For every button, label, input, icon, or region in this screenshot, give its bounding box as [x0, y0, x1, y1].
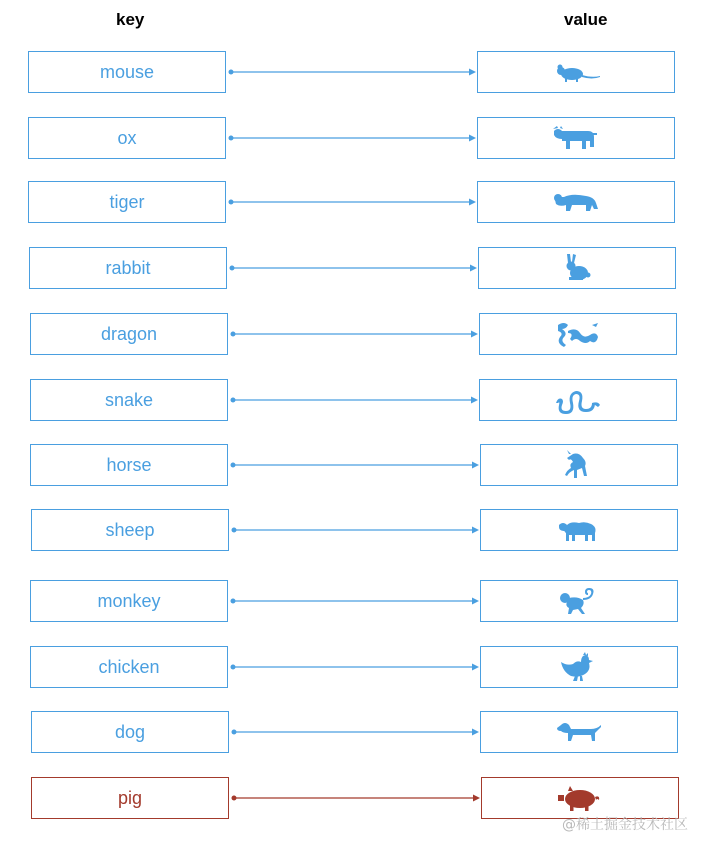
key-box — [31, 711, 229, 753]
mapping-arrow — [229, 199, 477, 206]
mapping-arrow — [230, 265, 478, 272]
value-box — [480, 509, 678, 551]
value-column-header: value — [564, 10, 608, 29]
key-box — [28, 51, 226, 93]
watermark: @稀土掘金技术社区 — [562, 817, 688, 833]
key-box — [30, 444, 228, 486]
key-box — [31, 777, 229, 819]
key-label: mouse — [99, 61, 155, 82]
key-box — [28, 117, 226, 159]
mapping-arrow — [229, 69, 477, 76]
mapping-arrow — [232, 795, 481, 802]
mapping-arrow — [229, 135, 477, 142]
value-box — [477, 117, 675, 159]
key-box — [29, 247, 227, 289]
key-box — [28, 181, 226, 223]
key-label: monkey — [97, 590, 161, 611]
value-box — [480, 580, 678, 622]
key-label: tiger — [109, 191, 145, 212]
monkey-icon — [555, 586, 603, 616]
chicken-icon — [555, 652, 603, 682]
key-label: rabbit — [105, 257, 151, 278]
key-column-header: key — [116, 10, 145, 29]
mapping-arrow — [231, 598, 480, 605]
mapping-arrow — [232, 729, 480, 736]
value-box — [478, 247, 676, 289]
key-box — [31, 509, 229, 551]
key-box — [30, 379, 228, 421]
value-box — [479, 379, 677, 421]
value-box — [480, 646, 678, 688]
mapping-arrow — [231, 462, 480, 469]
mouse-icon — [552, 57, 600, 87]
key-label: sheep — [105, 519, 155, 540]
sheep-icon — [555, 515, 603, 545]
ox-icon — [552, 123, 600, 153]
key-label: horse — [106, 454, 152, 475]
mapping-arrow — [231, 331, 479, 338]
key-label: snake — [104, 389, 154, 410]
key-label: pig — [117, 787, 143, 808]
dog-icon — [555, 717, 603, 747]
value-box — [477, 181, 675, 223]
horse-icon — [555, 450, 603, 480]
tiger-icon — [552, 187, 600, 217]
rabbit-icon — [553, 253, 601, 283]
value-box — [477, 51, 675, 93]
value-box — [479, 313, 677, 355]
value-box — [481, 777, 679, 819]
snake-icon — [554, 385, 602, 415]
value-box — [480, 711, 678, 753]
key-box — [30, 646, 228, 688]
key-label: chicken — [98, 656, 160, 677]
key-label: dragon — [100, 323, 158, 344]
pig-icon — [556, 783, 604, 813]
key-box — [30, 313, 228, 355]
mapping-arrow — [231, 664, 480, 671]
mapping-arrow — [231, 397, 479, 404]
key-label: dog — [114, 721, 146, 742]
key-box — [30, 580, 228, 622]
value-box — [480, 444, 678, 486]
dragon-icon — [554, 319, 602, 349]
key-label: ox — [117, 127, 137, 148]
mapping-arrow — [232, 527, 480, 534]
